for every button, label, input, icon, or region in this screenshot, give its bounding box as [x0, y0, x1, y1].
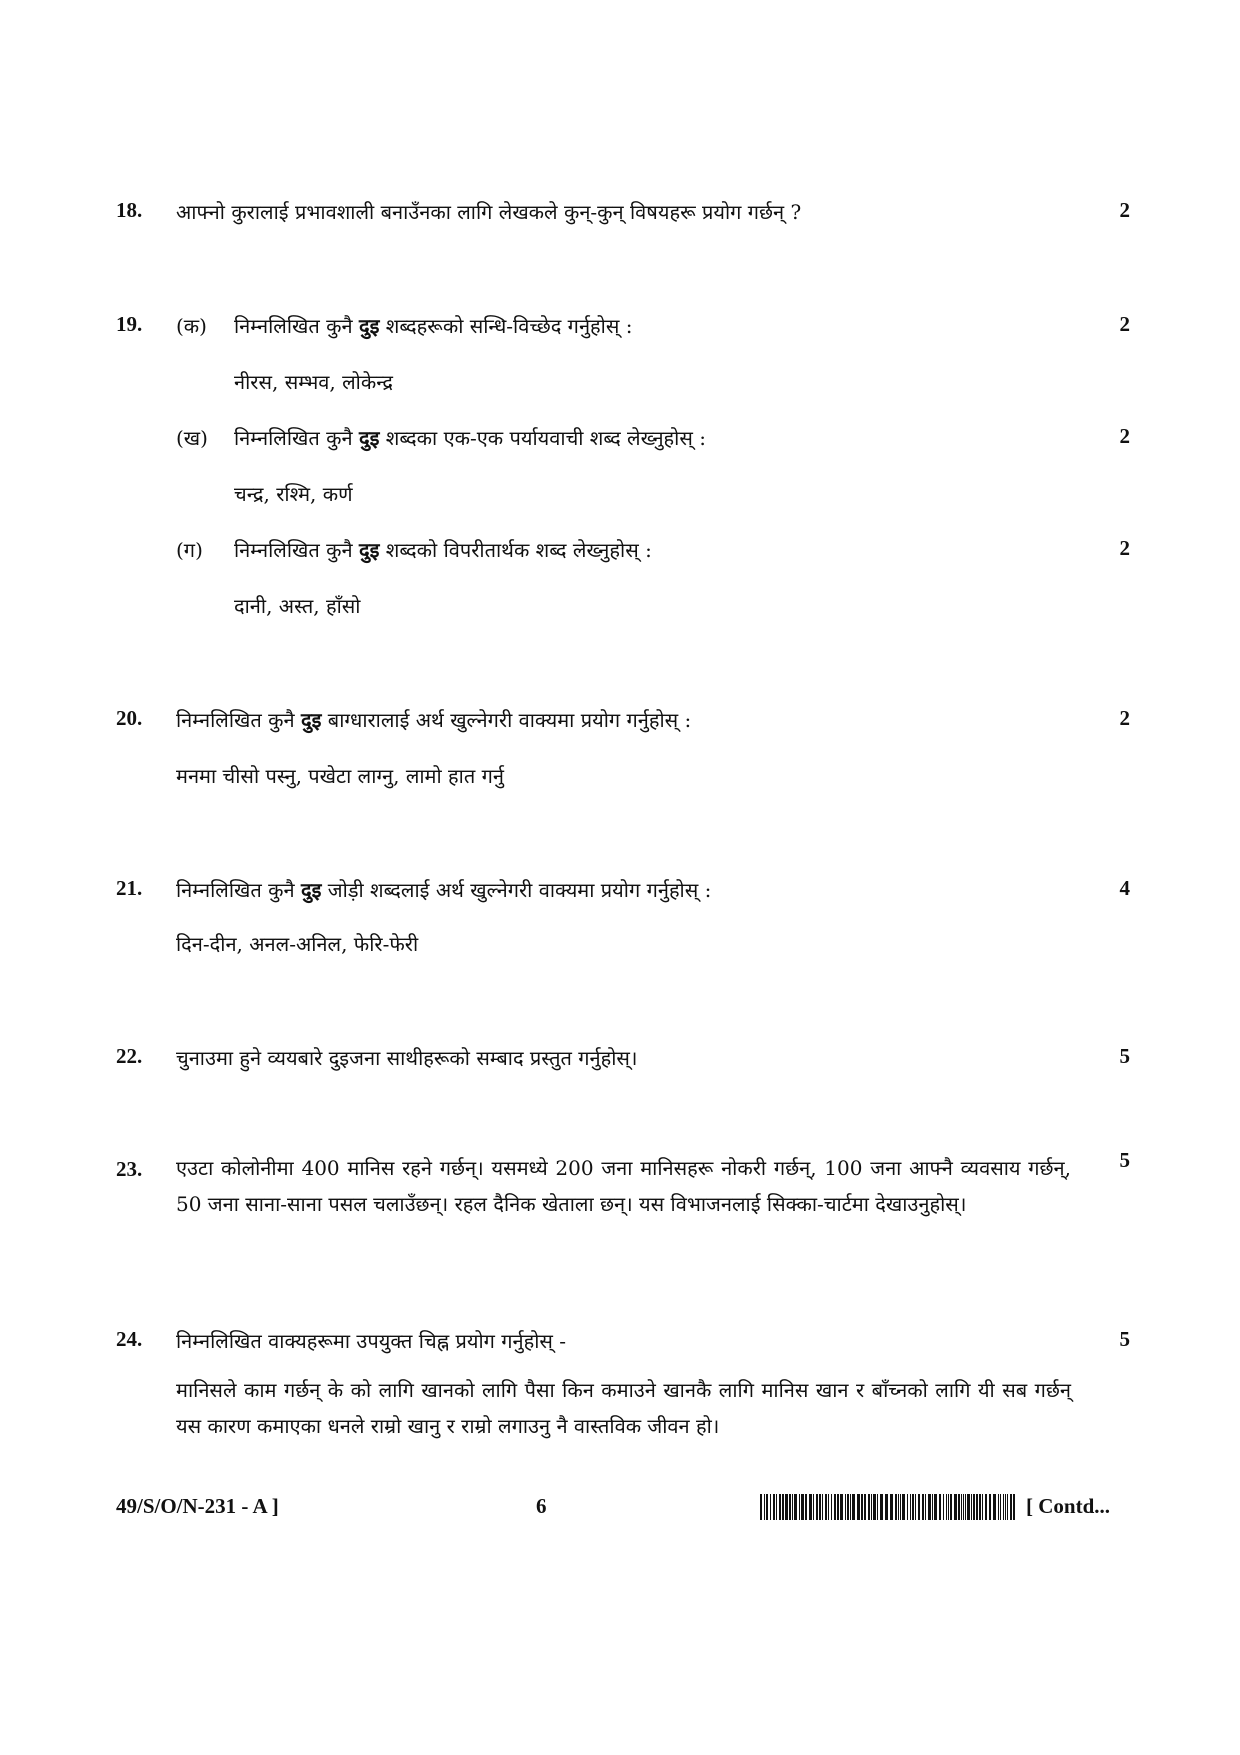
subquestion-text-ga [234, 536, 652, 563]
question-text [176, 706, 691, 733]
emphasis-word: दुइ [300, 878, 322, 902]
subquestion-label-ka: (क) [176, 314, 207, 338]
marks: 2 [1119, 312, 1130, 336]
question-text: निम्नलिखित वाक्यहरूमा उपयुक्त चिह्न प्रयोग गर्नुहोस् - [176, 1329, 567, 1353]
text-part: शब्दहरूको सन्धि-विच्छेद गर्नुहोस् : [379, 314, 633, 338]
marks: 4 [1119, 876, 1130, 900]
question-number: 20. [116, 706, 143, 730]
passage: मानिसले काम गर्छन् के को लागि खानको लागि पैसा किन कमाउने खानकै लागि मानिस खान र बाँच्नको लागि यी सब गर्छन् यस कारण कमाएका धनले राम्रो खानु र राम्रो लगाउनु नै वास्तविक जीवन हो। [176, 1378, 1071, 1438]
marks: 5 [1119, 1044, 1130, 1068]
question-number: 24. [116, 1327, 143, 1351]
question-number: 22. [116, 1044, 143, 1068]
text-part: शब्दको विपरीतार्थक शब्द लेख्नुहोस् : [379, 538, 652, 562]
question-text: आफ्नो कुरालाई प्रभावशाली बनाउँनका लागि लेखकले कुन्-कुन् विषयहरू प्रयोग गर्छन् ? [176, 200, 802, 224]
emphasis-word: दुइ [358, 426, 380, 450]
question-text: एउटा कोलोनीमा 400 मानिस रहने गर्छन्। यसमध्ये 200 जना मानिसहरू नोकरी गर्छन्, 100 जना आफ्नै व्यवसाय गर्छन्, 50 जना साना-साना पसल चलाउँछन्। रहल दैनिक खेताला छन्। यस विभाजनलाई सिक्का-चार्टमा देखाउनुहोस्। [176, 1156, 1071, 1216]
paper-code: 49/S/O/N-231 - A ] [116, 1494, 279, 1518]
question-number: 21. [116, 876, 143, 900]
word-list: दिन-दीन, अनल-अनिल, फेरि-फेरी [176, 932, 419, 956]
marks: 2 [1119, 198, 1130, 222]
question-number: 18. [116, 198, 143, 222]
question-number: 19. [116, 312, 143, 336]
word-list: नीरस, सम्भव, लोकेन्द्र [234, 370, 394, 394]
page-number: 6 [536, 1494, 547, 1518]
continued-label: [ Contd... [1026, 1494, 1111, 1518]
text-part: शब्दका एक-एक पर्यायवाची शब्द लेख्नुहोस् : [379, 426, 706, 450]
text-part: निम्नलिखित कुनै [234, 314, 359, 338]
word-list: मनमा चीसो पस्नु, पखेटा लाग्नु, लामो हात गर्नु [176, 764, 504, 788]
subquestion-label-kha: (ख) [176, 426, 208, 450]
subquestion-label-ga: (ग) [176, 538, 203, 562]
marks: 5 [1119, 1327, 1130, 1351]
emphasis-word: दुइ [300, 708, 322, 732]
word-list: चन्द्र, रश्मि, कर्ण [234, 482, 353, 506]
barcode [760, 1494, 1018, 1520]
text-part: जोड़ी शब्दलाई अर्थ खुल्नेगरी वाक्यमा प्रयोग गर्नुहोस् : [321, 878, 712, 902]
question-number: 23. [116, 1157, 143, 1181]
word-list: दानी, अस्त, हाँसो [234, 594, 361, 618]
emphasis-word: दुइ [358, 538, 380, 562]
text-part: निम्नलिखित कुनै [176, 878, 301, 902]
marks: 2 [1119, 706, 1130, 730]
marks: 2 [1119, 424, 1130, 448]
subquestion-text-ka [234, 312, 632, 339]
question-text [176, 876, 711, 903]
emphasis-word: दुइ [358, 314, 380, 338]
text-part: निम्नलिखित कुनै [234, 426, 359, 450]
text-part: बाग्धारालाई अर्थ खुल्नेगरी वाक्यमा प्रयोग गर्नुहोस् : [321, 708, 692, 732]
text-part: निम्नलिखित कुनै [234, 538, 359, 562]
text-part: निम्नलिखित कुनै [176, 708, 301, 732]
subquestion-text-kha [234, 424, 706, 451]
marks: 2 [1119, 536, 1130, 560]
question-text: चुनाउमा हुने व्ययबारे दुइजना साथीहरूको सम्बाद प्रस्तुत गर्नुहोस्। [176, 1046, 638, 1070]
marks: 5 [1119, 1148, 1130, 1172]
